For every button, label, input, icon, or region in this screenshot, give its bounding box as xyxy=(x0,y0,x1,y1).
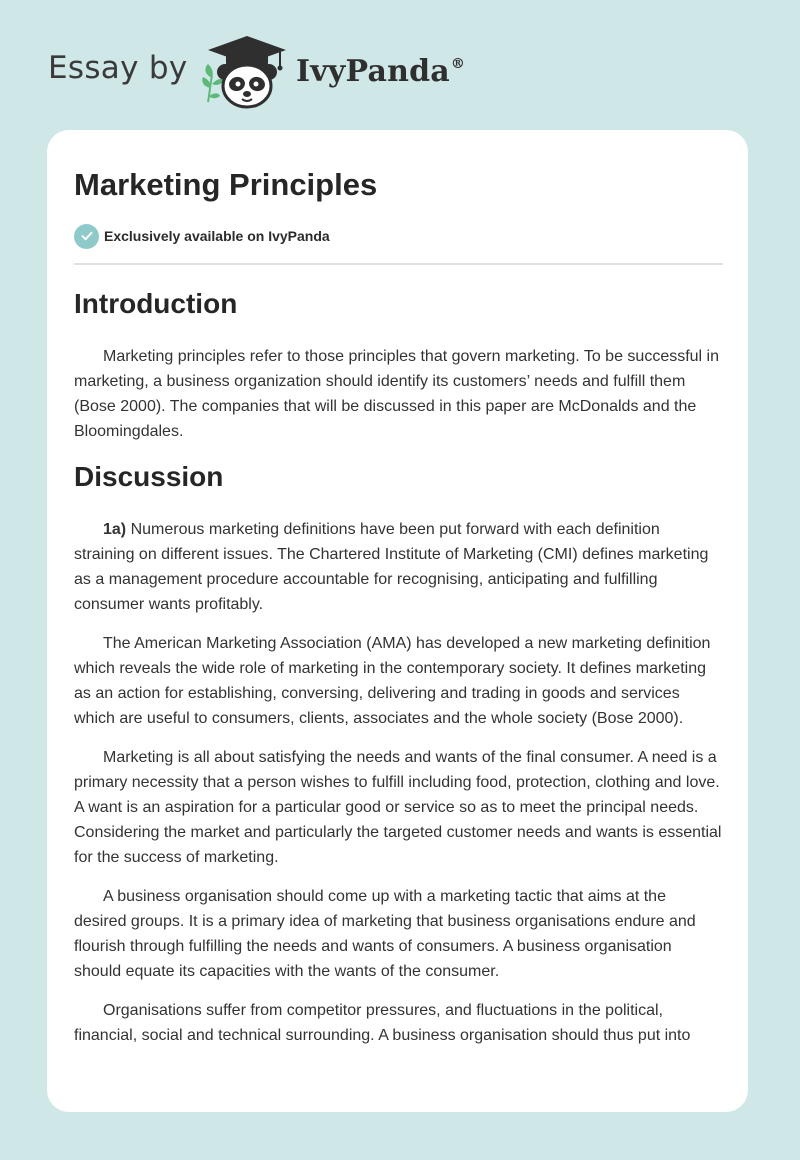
paragraph-text: Numerous marketing definitions have been put forward with each definition straining on different issues. The Chartered Institute of Marketing (CMI) defines marketing as a management procedure accountable for recognising, anticipating and fulfilling consumer wants profitably. xyxy=(74,521,709,613)
paragraph: Organisations suffer from competitor pressures, and fluctuations in the political, financial, social and technical surrounding. A business organisation should thus put into xyxy=(74,1002,691,1044)
brand-text: IvyPanda xyxy=(296,54,450,89)
check-circle-icon xyxy=(74,224,99,249)
site-header xyxy=(48,30,508,110)
page-title: Marketing Principles xyxy=(74,167,378,202)
exclusive-label: Exclusively available on IvyPanda xyxy=(104,228,330,244)
title-divider xyxy=(74,263,723,265)
exclusive-badge xyxy=(74,222,722,250)
panda-graduate-logo-icon[interactable] xyxy=(200,32,294,110)
paragraph: A business organisation should come up with a marketing tactic that aims at the desired groups. It is a primary idea of marketing that business organisations endure and flourish through fulfilling the needs and wants of consumers. A business organisation should equate its capacities with the wants of the consumer. xyxy=(74,888,696,980)
registered-mark: ® xyxy=(450,56,466,72)
section-heading-introduction: Introduction xyxy=(74,288,238,319)
essay-card xyxy=(47,130,748,1112)
brand-name[interactable] xyxy=(296,54,465,89)
essay-by-text: Essay by xyxy=(48,50,188,86)
paragraph: The American Marketing Association (AMA) has developed a new marketing definition which reveals the wide role of marketing in the contemporary society. It defines marketing as an action for establishing, conversing, delivering and trading in goods and services which are useful to consumers, clients, associates and the whole society (Bose 2000). xyxy=(74,635,711,727)
paragraph: Marketing principles refer to those principles that govern marketing. To be successful in marketing, a business organization should identify its customers’ needs and fulfill them (Bose 2000). The companies that will be discussed in this paper are McDonalds and the Bloomingdales. xyxy=(74,348,720,440)
question-label: 1a) xyxy=(103,521,127,538)
paragraph xyxy=(74,517,722,617)
section-heading-discussion: Discussion xyxy=(74,461,224,492)
paragraph: Marketing is all about satisfying the needs and wants of the final consumer. A need is a primary necessity that a person wishes to fulfill including food, protection, clothing and love. A want is an aspiration for a particular good or service so as to meet the principal needs. Considering the market and particularly the targeted customer needs and wants is essential for the success of marketing. xyxy=(74,749,722,866)
